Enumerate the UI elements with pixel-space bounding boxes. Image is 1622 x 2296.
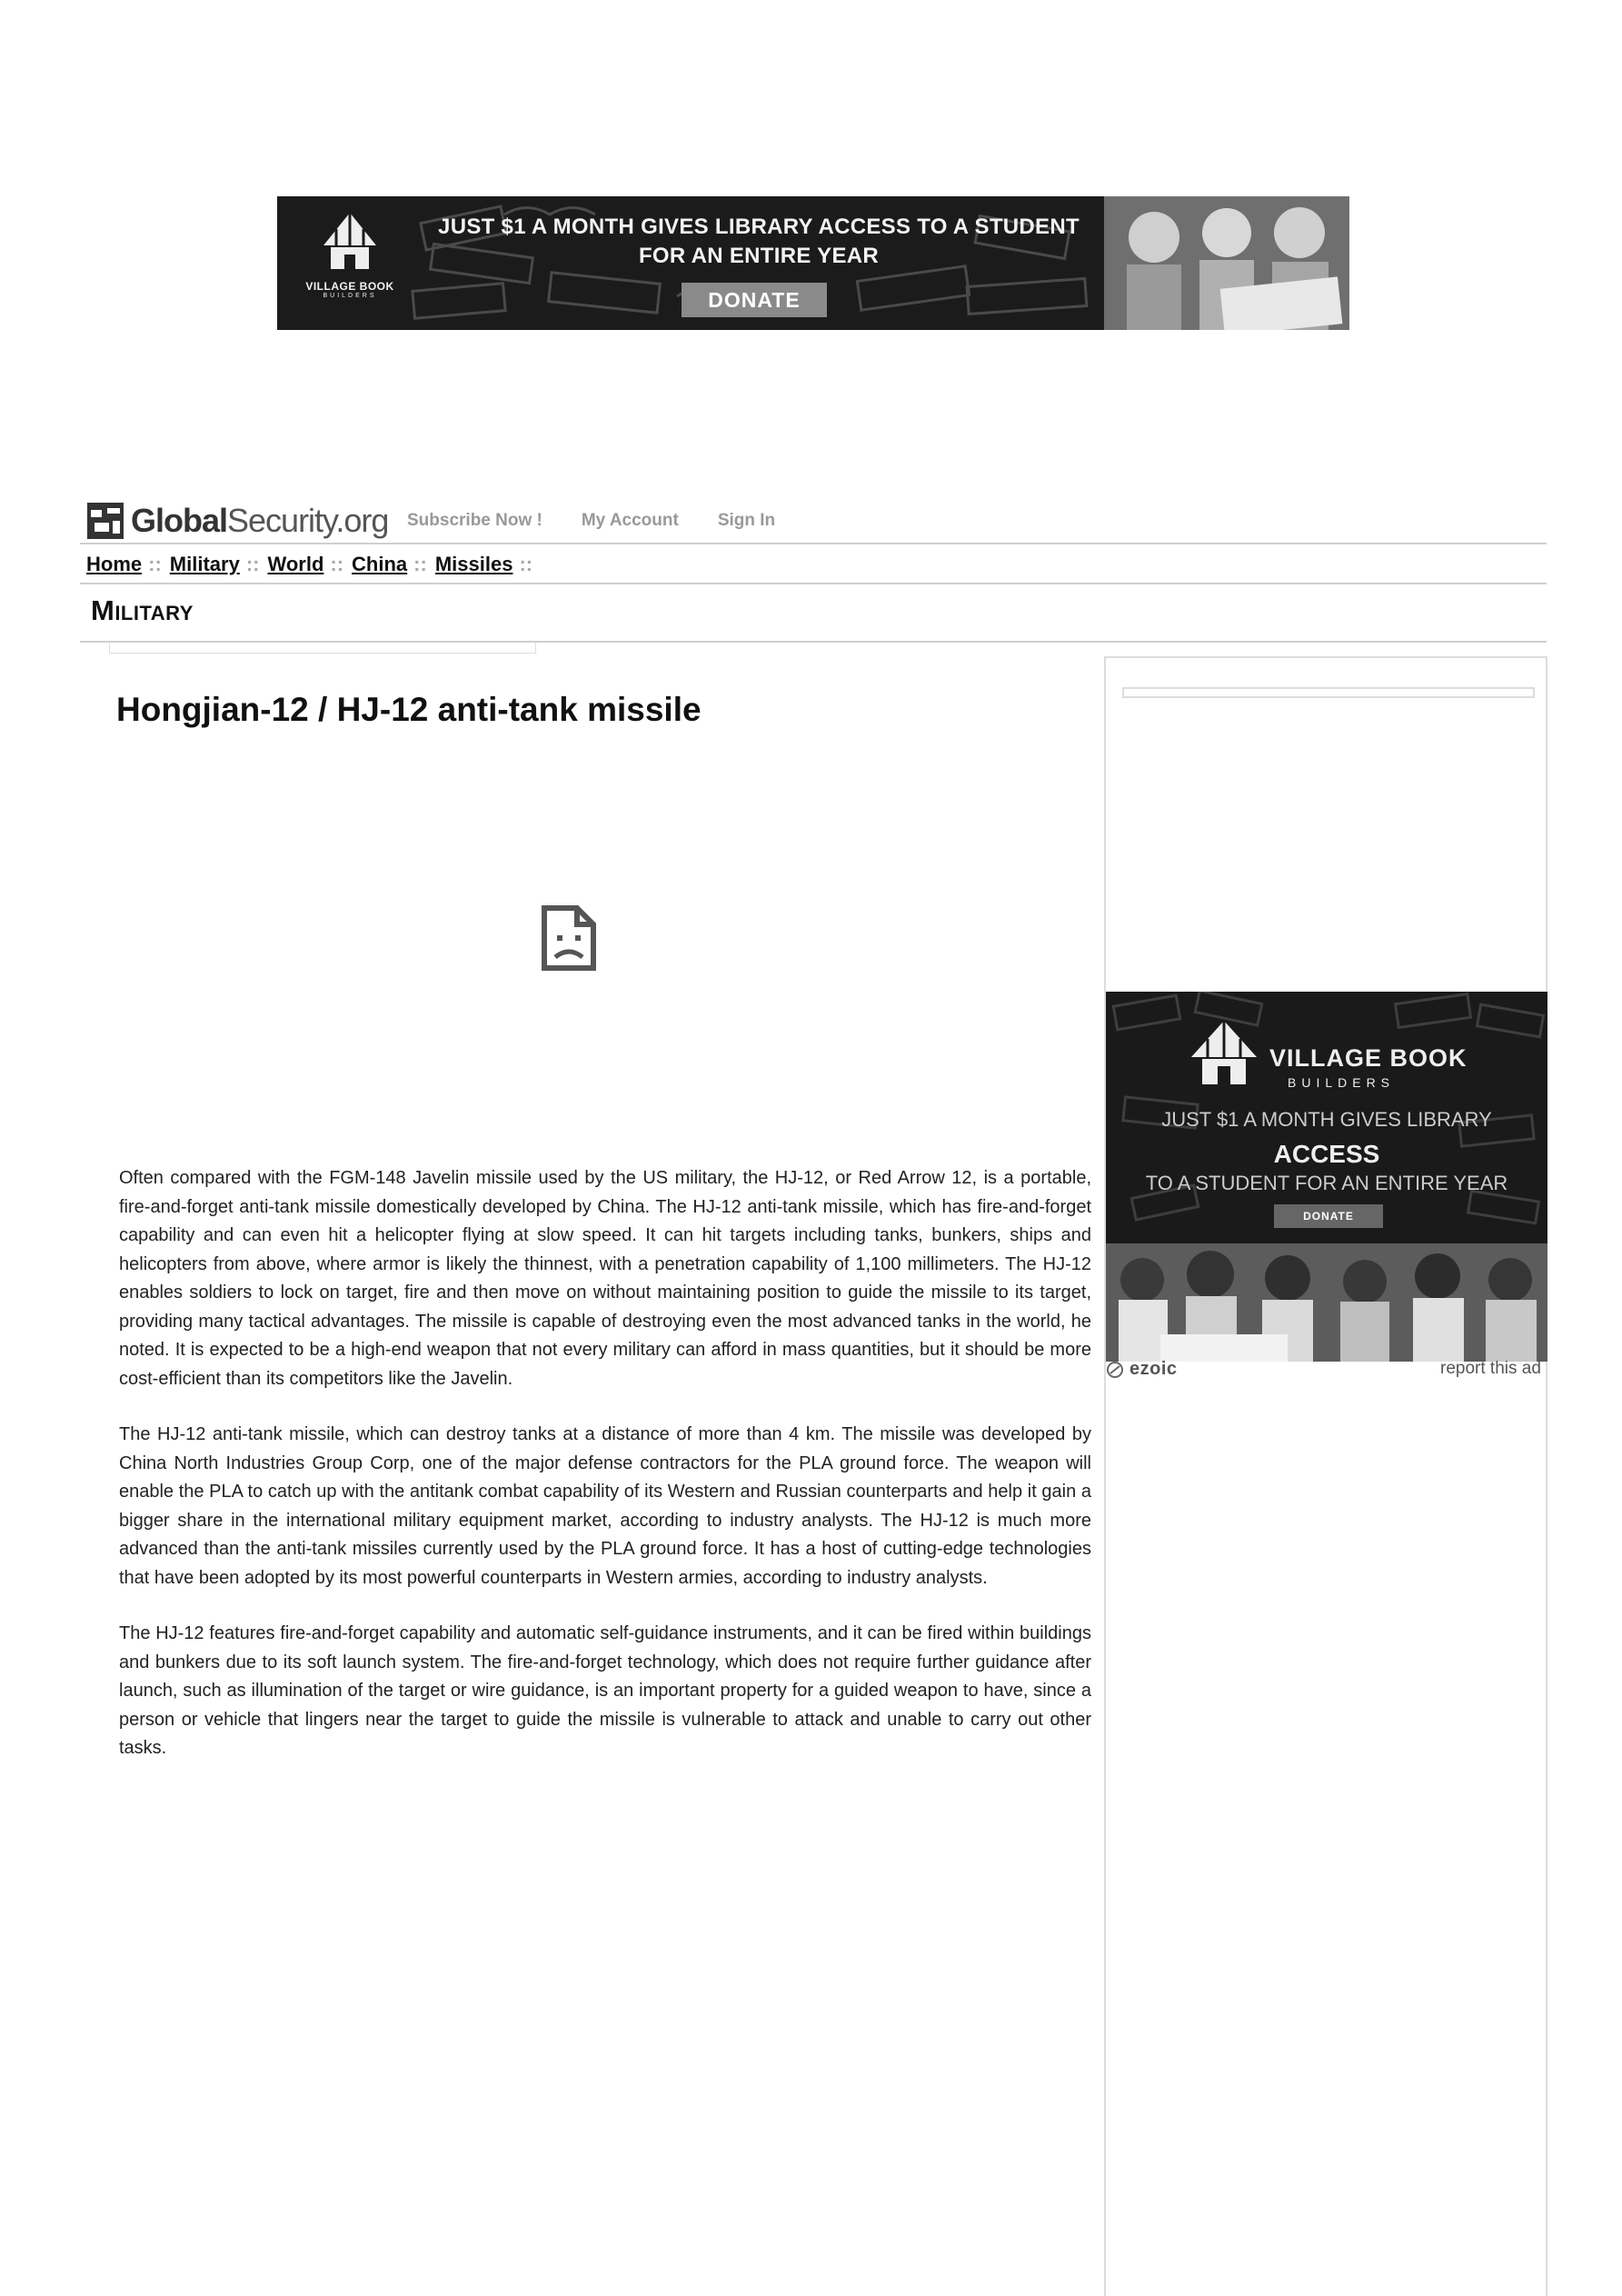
broken-document-icon — [541, 904, 597, 972]
breadcrumb-military[interactable]: Military — [169, 553, 240, 575]
subscribe-link[interactable]: Subscribe Now ! — [407, 511, 542, 530]
children-photo — [1106, 1243, 1547, 1362]
article-body — [119, 1164, 1091, 1791]
side-ad-line-2: ACCESS — [1273, 1140, 1380, 1168]
children-reading-photo — [1104, 196, 1349, 330]
header-divider — [80, 543, 1547, 544]
side-ad-line-1: JUST $1 A MONTH GIVES LIBRARY — [1161, 1108, 1492, 1131]
side-ad-logo-sub: BUILDERS — [1288, 1075, 1396, 1090]
breadcrumb — [86, 553, 541, 576]
article-paragraph: The HJ-12 anti-tank missile, which can destroy tanks at a distance of more than 4 km. The missile was developed by China North Industries Group Corp, one of the major defense contractors for the PLA ground force. The weapon will enable the PLA to catch up with the antitank combat capability of its Western and Russian counterparts and help it gain a bigger share in the international military equipment market, according to industry analysts. The HJ-12 is much more advanced than the anti-tank missiles currently used by the PLA ground force. It has a host of cutting-edge technologies that have been adopted by its most powerful counterparts in Western armies, according to industry analysts. — [119, 1424, 1091, 1588]
breadcrumb-world[interactable]: World — [267, 553, 324, 575]
side-ad-logo-name: VILLAGE BOOK — [1269, 1044, 1468, 1072]
article-paragraph: Often compared with the FGM-148 Javelin missile used by the US military, the HJ-12, or Red Arrow 12, is a portable, fire-and-forget anti-tank missile domestically developed by China. The HJ-12 anti-tank missile, which has fire-and-forget capability and can even hit a helicopter flying at slow speed. It can hit targets including tanks, bunkers, ships and helicopters from above, where armor is likely the thinnest, with a penetration capability of 1,100 millimeters. The HJ-12 enables soldiers to lock on target, fire and then move on without maintaining position to guide the missile to its target, providing many tactical advantages. The missile is capable of destroying even the most advanced tanks in the world, he noted. It is expected to be a high-end weapon that not every military can afford in mass quantities, but it should be more cost-efficient than its competitors like the Javelin. — [119, 1168, 1091, 1389]
breadcrumb-separator: :: — [413, 553, 427, 575]
breadcrumb-separator: :: — [148, 553, 162, 575]
report-ad-link[interactable]: report this ad — [1440, 1359, 1541, 1378]
globe-logo-icon — [85, 501, 125, 541]
site-logo-text — [131, 502, 388, 540]
sidebar-strip — [1122, 687, 1535, 698]
logo-light: Security.org — [227, 502, 389, 539]
ezoic-badge[interactable] — [1106, 1359, 1178, 1380]
section-tab-box — [109, 642, 536, 654]
top-banner-ad[interactable] — [277, 196, 1349, 330]
breadcrumb-separator: :: — [245, 553, 260, 575]
breadcrumb-separator: :: — [519, 553, 533, 575]
top-ad-logo-sub: BUILDERS — [323, 293, 377, 299]
article-paragraph: The HJ-12 features fire-and-forget capability and automatic self-guidance instruments, and it can be fired within buildings and bunkers due to its soft launch system. The fire-and-forget technology, which does not require further guidance after launch, such as illumination of the target or wire guidance, is an important property for a guided weapon to have, since a person or vehicle that lingers near the target to guide the missile is vulnerable to attack and unable to carry out other tasks. — [119, 1623, 1091, 1758]
logo-bold: Global — [131, 502, 228, 539]
breadcrumb-china[interactable]: China — [352, 553, 408, 575]
sign-in-link[interactable]: Sign In — [717, 511, 776, 530]
village-book-logo-icon — [318, 209, 382, 273]
top-ad-headline: JUST $1 A MONTH GIVES LIBRARY ACCESS TO A STUDENT FOR AN ENTIRE YEAR — [438, 215, 1080, 268]
breadcrumb-divider — [80, 583, 1547, 584]
section-title: Military — [91, 594, 194, 626]
top-nav — [407, 511, 814, 531]
ezoic-icon — [1106, 1361, 1124, 1379]
side-ad-line-3: TO A STUDENT FOR AN ENTIRE YEAR — [1145, 1172, 1508, 1194]
site-logo[interactable] — [85, 501, 388, 541]
village-book-logo — [286, 209, 413, 299]
top-ad-donate-button[interactable]: DONATE — [682, 283, 827, 317]
breadcrumb-separator: :: — [330, 553, 344, 575]
sidebar-ad[interactable] — [1106, 992, 1547, 1362]
site-header — [80, 498, 1547, 542]
top-ad-logo-name: VILLAGE BOOK — [305, 280, 394, 293]
sidebar — [1104, 656, 1547, 2296]
side-ad-donate-button[interactable]: DONATE — [1274, 1204, 1383, 1228]
my-account-link[interactable]: My Account — [581, 511, 679, 530]
breadcrumb-missiles[interactable]: Missiles — [434, 553, 513, 575]
article-title: Hongjian-12 / HJ-12 anti-tank missile — [116, 691, 702, 728]
breadcrumb-home[interactable]: Home — [86, 553, 143, 575]
ezoic-label: ezoic — [1129, 1359, 1178, 1379]
village-book-logo-icon — [1188, 1019, 1260, 1088]
